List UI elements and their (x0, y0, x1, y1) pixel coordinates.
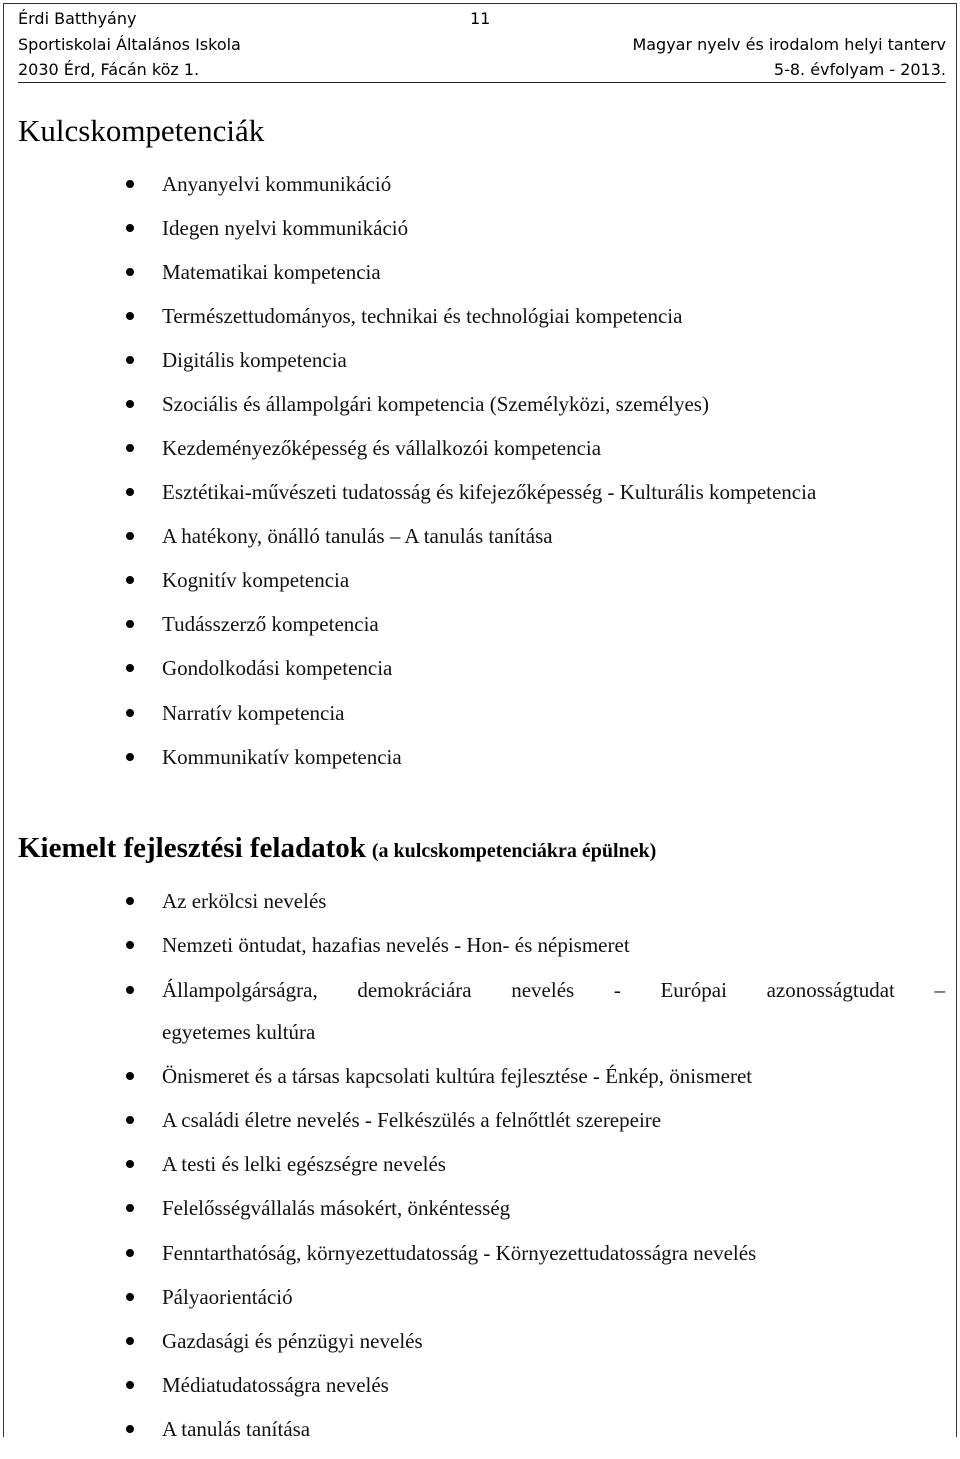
list-item: Digitális kompetencia (0, 346, 960, 390)
bullet-icon (126, 532, 134, 540)
bullet-icon (126, 400, 134, 408)
school-address: 2030 Érd, Fácán köz 1. (18, 60, 200, 79)
bullet-icon (126, 941, 134, 949)
list-item: A testi és lelki egészségre nevelés (0, 1150, 960, 1194)
word: Állampolgárságra, (162, 978, 318, 1002)
word: azonosságtudat (766, 978, 895, 1002)
section-title-kiemelt-fejlesztesi-feladatok (18, 829, 656, 870)
grade-year: 5-8. évfolyam - 2013. (773, 60, 946, 79)
bullet-icon (126, 488, 134, 496)
bullet-icon (126, 1116, 134, 1124)
bullet-icon (126, 312, 134, 320)
bullet-icon (126, 664, 134, 672)
word: demokráciára (357, 978, 472, 1002)
section-title-main: Kiemelt fejlesztési feladatok (18, 832, 366, 864)
word: nevelés (511, 978, 575, 1002)
list-item-text-line2: egyetemes kultúra (162, 1020, 316, 1044)
school-name-line1: Érdi Batthyány (18, 9, 137, 28)
school-name-line2: Sportiskolai Általános Iskola (18, 35, 241, 54)
bullet-icon (126, 753, 134, 761)
list-item: Esztétikai-művészeti tudatosság és kifejezőképesség - Kulturális kompetencia (0, 478, 960, 522)
bullet-icon (126, 268, 134, 276)
bullet-icon (126, 709, 134, 717)
list-item: Önismeret és a társas kapcsolati kultúra fejlesztése - Énkép, önismeret (0, 1062, 960, 1106)
list-item: A családi életre nevelés - Felkészülés a felnőttlét szerepeire (0, 1106, 960, 1150)
list-item-text-line1 (162, 976, 945, 1004)
word: – (934, 978, 945, 1002)
list-item: Pályaorientáció (0, 1283, 960, 1327)
bullet-icon (126, 1249, 134, 1257)
list-item (0, 976, 960, 1062)
bullet-icon (126, 444, 134, 452)
page-header (18, 6, 946, 83)
bullet-icon (126, 1381, 134, 1389)
word: - (613, 978, 621, 1002)
bullet-icon (126, 1204, 134, 1212)
page-number: 11 (470, 9, 491, 28)
bullet-icon (126, 180, 134, 188)
bullet-icon (126, 1337, 134, 1345)
bullet-icon (126, 1293, 134, 1301)
list-item: Tudásszerző kompetencia (0, 610, 960, 654)
list-item: Szociális és állampolgári kompetencia (Személyközi, személyes) (0, 390, 960, 434)
word: Európai (660, 978, 727, 1002)
list-item: Felelősségvállalás másokért, önkéntesség (0, 1194, 960, 1238)
list-item: Az erkölcsi nevelés (0, 887, 960, 931)
list-item: Nemzeti öntudat, hazafias nevelés - Hon- és népismeret (0, 931, 960, 975)
bullet-icon (126, 986, 134, 994)
bullet-icon (126, 1425, 134, 1433)
bullet-icon (126, 356, 134, 364)
bullet-icon (126, 1072, 134, 1080)
list-item: Gondolkodási kompetencia (0, 654, 960, 698)
list-item: Médiatudatosságra nevelés (0, 1371, 960, 1415)
list-item: A tanulás tanítása (0, 1415, 960, 1459)
bullet-icon (126, 576, 134, 584)
list-item: Kognitív kompetencia (0, 566, 960, 610)
list-item: Idegen nyelvi kommunikáció (0, 214, 960, 258)
list-item: Természettudományos, technikai és technológiai kompetencia (0, 302, 960, 346)
list-item: Matematikai kompetencia (0, 258, 960, 302)
list-item: Fenntarthatóság, környezettudatosság - Környezettudatosságra nevelés (0, 1239, 960, 1283)
bullet-icon (126, 620, 134, 628)
section-title-kulcskompetenciak: Kulcskompetenciák (18, 113, 265, 148)
list-item: Kommunikatív kompetencia (0, 743, 960, 787)
list-item: Gazdasági és pénzügyi nevelés (0, 1327, 960, 1371)
list-item: A hatékony, önálló tanulás – A tanulás tanítása (0, 522, 960, 566)
bullet-icon (126, 224, 134, 232)
document-title: Magyar nyelv és irodalom helyi tanterv (632, 35, 946, 54)
list-item: Narratív kompetencia (0, 699, 960, 743)
bullet-icon (126, 897, 134, 905)
list-item: Anyanyelvi kommunikáció (0, 170, 960, 214)
section-title-note: (a kulcskompetenciákra épülnek) (371, 840, 657, 862)
list-item: Kezdeményezőképesség és vállalkozói kompetencia (0, 434, 960, 478)
bullet-icon (126, 1160, 134, 1168)
